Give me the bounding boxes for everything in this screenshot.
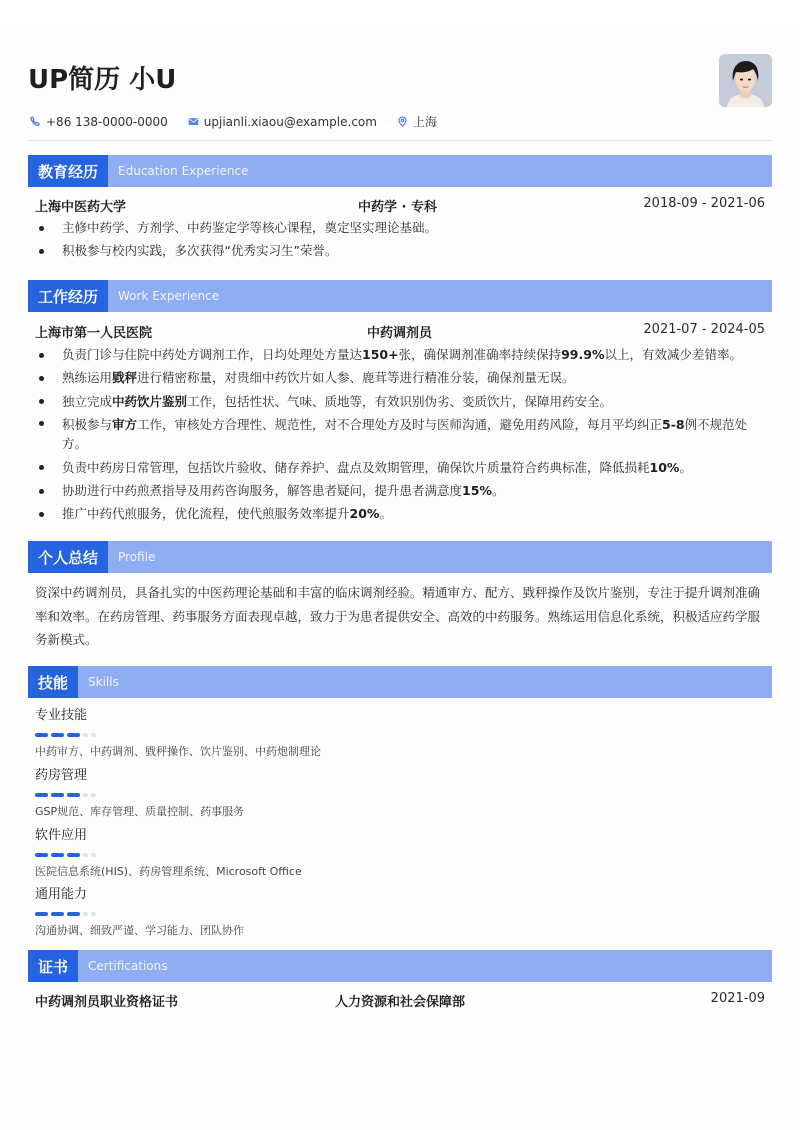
certificate-name: 中药调剂员职业资格证书 — [35, 995, 179, 1010]
skill-description: 医院信息系统(HIS)、药房管理系统、Microsoft Office — [35, 865, 302, 878]
list-item: 负责门诊与住院中药处方调剂工作，日均处理处方量达150+张，确保调剂准确率持续保持99.9%以上，有效减少差错率。 — [35, 343, 767, 366]
skill-level-indicator — [35, 793, 535, 797]
location: 上海 — [412, 115, 437, 129]
list-item: 主修中药学、方剂学、中药鉴定学等核心课程，奠定坚实理论基础。 — [35, 216, 767, 239]
section-title-zh: 工作经历 — [28, 280, 108, 312]
phone-icon — [30, 116, 41, 127]
section-title-zh: 教育经历 — [28, 155, 108, 187]
education-period: 2018-09 - 2021-06 — [643, 196, 765, 211]
skill-item — [35, 827, 535, 880]
skill-name: 药房管理 — [35, 768, 88, 783]
major-degree: 中药学 · 专科 — [358, 200, 437, 215]
skill-item — [35, 886, 535, 939]
list-item: 积极参与校内实践，多次获得“优秀实习生”荣誉。 — [35, 239, 767, 262]
work-period: 2021-07 - 2024-05 — [643, 322, 765, 337]
school-name: 上海中医药大学 — [35, 200, 127, 215]
list-item: 协助进行中药煎煮指导及用药咨询服务，解答患者疑问，提升患者满意度15%。 — [35, 479, 767, 502]
certificate-date: 2021-09 — [710, 991, 765, 1006]
candidate-name: UP简历 小U — [28, 65, 177, 95]
location-pin-icon — [397, 116, 408, 127]
list-item: 独立完成中药饮片鉴别工作，包括性状、气味、质地等，有效识别伪劣、变质饮片，保障用药安全。 — [35, 390, 767, 413]
section-title-en: Certifications — [88, 959, 168, 973]
email-address: upjianli.xiaou@example.com — [203, 114, 377, 129]
certificate-issuer: 人力资源和社会保障部 — [335, 995, 466, 1010]
profile-summary: 资深中药调剂员，具备扎实的中医药理论基础和丰富的临床调剂经验。精通审方、配方、戥秤操作及饮片鉴别，专注于提升调剂准确率和效率。在药房管理、药事服务方面表现卓越，致力于为患者提供安全、高效的中药服务。熟练运用信息化系统，积极适应药学服务新模式。 — [35, 585, 761, 647]
education-bullets — [35, 216, 767, 263]
section-header-work — [28, 280, 772, 312]
section-title-zh: 证书 — [28, 950, 78, 982]
skill-name: 软件应用 — [35, 828, 88, 843]
section-title-zh: 个人总结 — [28, 541, 108, 573]
section-header-skills — [28, 666, 772, 698]
list-item: 推广中药代煎服务，优化流程，使代煎服务效率提升20%。 — [35, 502, 767, 525]
contact-info — [30, 113, 457, 130]
job-position: 中药调剂员 — [367, 326, 433, 341]
profile-photo-image — [719, 54, 772, 107]
skill-level-indicator — [35, 853, 535, 857]
section-title-en: Education Experience — [118, 164, 249, 178]
page-top-margin — [0, 0, 800, 26]
skill-level-indicator — [35, 912, 535, 916]
list-item: 积极参与审方工作，审核处方合理性、规范性，对不合理处方及时与医师沟通，避免用药风险，每月平均纠正5-8例不规范处方。 — [35, 413, 767, 456]
mail-icon — [188, 116, 199, 127]
section-title-en: Work Experience — [118, 289, 220, 303]
work-entry — [35, 322, 765, 342]
phone-number: +86 138-0000-0000 — [46, 114, 168, 129]
list-item: 负责中药房日常管理，包括饮片验收、储存养护、盘点及效期管理，确保饮片质量符合药典标准，降低损耗10%。 — [35, 456, 767, 479]
skill-description: GSP规范、库存管理、质量控制、药事服务 — [35, 805, 245, 818]
section-header-profile — [28, 541, 772, 573]
work-bullets — [35, 343, 767, 526]
skill-item — [35, 767, 535, 820]
skill-description: 沟通协调、细致严谨、学习能力、团队协作 — [35, 924, 244, 937]
contact-phone — [30, 115, 168, 129]
header-divider — [28, 140, 772, 141]
avatar — [719, 54, 772, 107]
contact-location — [397, 113, 437, 130]
resume-header — [28, 62, 772, 129]
skill-description: 中药审方、中药调剂、戥秤操作、饮片鉴别、中药炮制理论 — [35, 745, 321, 758]
certification-entry — [35, 991, 765, 1011]
section-title-en: Skills — [88, 675, 119, 689]
section-title-zh: 技能 — [28, 666, 78, 698]
company-name: 上海市第一人民医院 — [35, 326, 153, 341]
section-title-en: Profile — [118, 550, 156, 564]
skill-name: 通用能力 — [35, 887, 88, 902]
skill-level-indicator — [35, 733, 535, 737]
section-header-education — [28, 155, 772, 187]
skill-name: 专业技能 — [35, 708, 88, 723]
contact-email — [188, 115, 377, 129]
skill-item — [35, 707, 535, 760]
education-entry — [35, 196, 765, 216]
list-item: 熟练运用戥秤进行精密称量，对贵细中药饮片如人参、鹿茸等进行精准分装，确保剂量无误。 — [35, 366, 767, 389]
section-header-certifications — [28, 950, 772, 982]
